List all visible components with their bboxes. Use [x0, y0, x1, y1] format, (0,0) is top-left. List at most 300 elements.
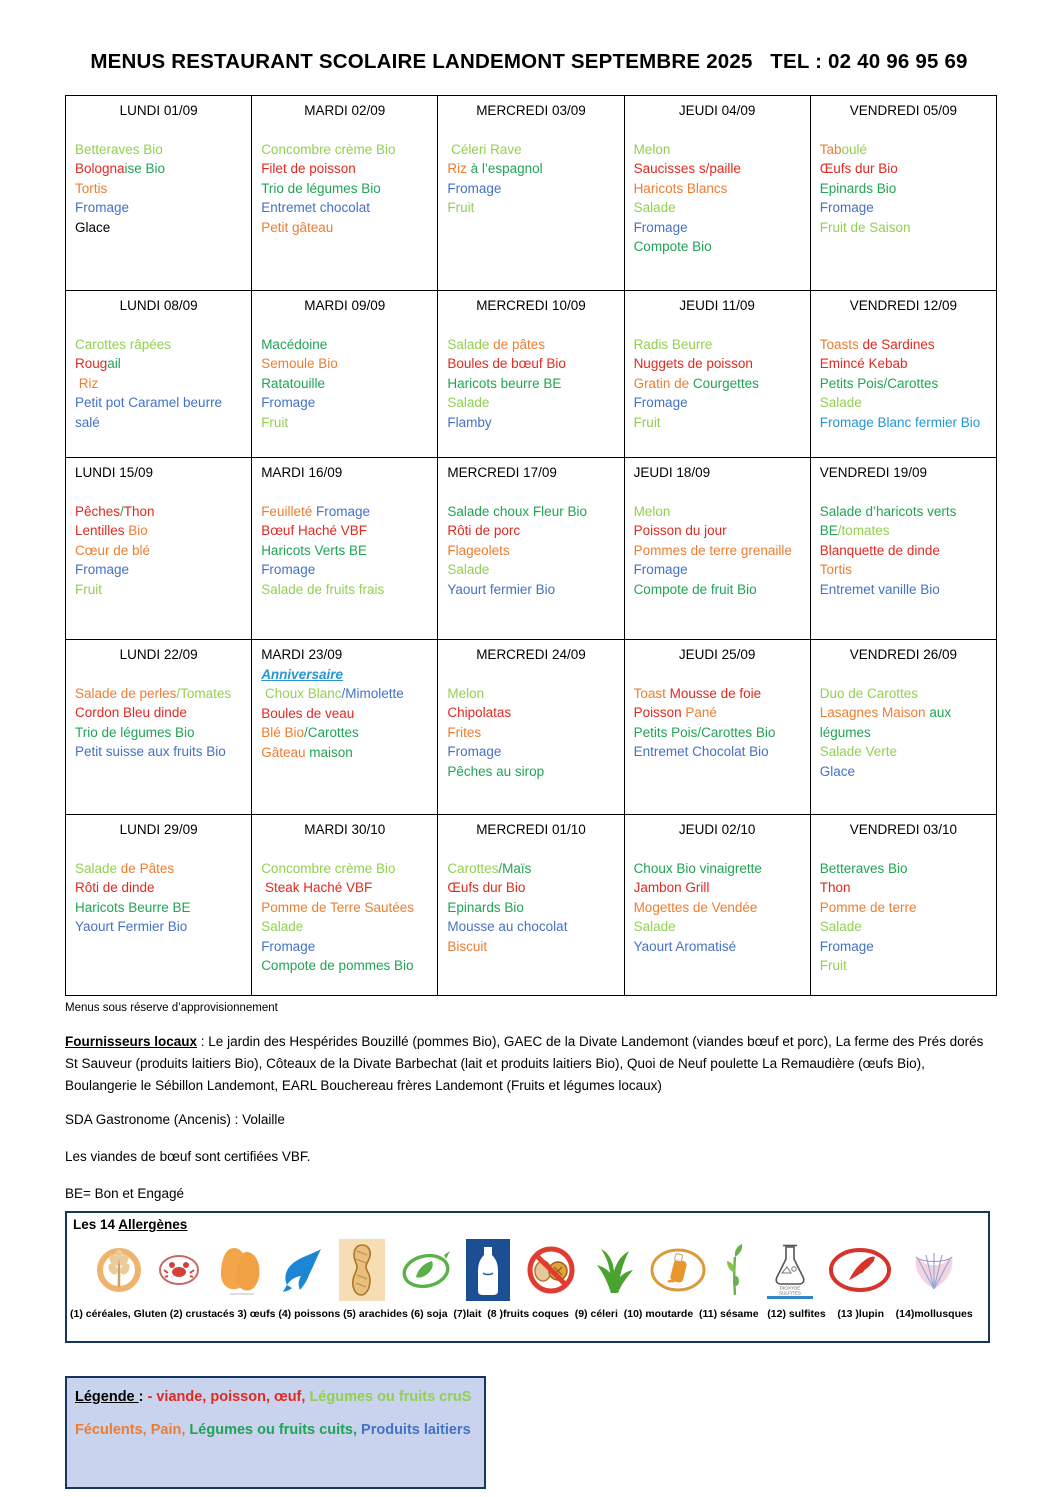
text-segment: Salade d’haricots verts BE [819, 503, 961, 538]
text-segment: de pâtes [489, 336, 545, 352]
text-segment: Petits Pois/Carottes [819, 375, 939, 391]
text-segment: Haricots Blancs [633, 180, 728, 196]
day-header: LUNDI 08/09 [119, 298, 198, 313]
text-segment: / [120, 503, 124, 519]
text-segment: Riz [75, 375, 99, 391]
soy-icon [400, 1247, 452, 1293]
menu-item [820, 393, 987, 413]
text-segment: Haricots Beurre BE [75, 899, 191, 915]
text-segment: Légumes ou fruits cruS [305, 1389, 472, 1405]
text-segment: Thon [123, 503, 155, 519]
menu-item [261, 179, 428, 199]
text-segment: Fromage [75, 200, 130, 215]
menu-item [634, 140, 801, 160]
text-segment: Haricots beurre BE [447, 375, 562, 391]
text-segment: Chipolatas [447, 705, 512, 720]
menu-item [75, 560, 242, 580]
menu-item [447, 937, 614, 957]
menu-item [820, 335, 987, 355]
day-cell [811, 640, 997, 815]
menu-item [261, 665, 428, 685]
text-segment: Pêches au sirop [447, 763, 545, 779]
text-segment: Petit pot Caramel beurre salé [75, 395, 226, 430]
menu-item [820, 502, 987, 541]
menu-item [820, 159, 987, 179]
day-header: JEUDI 18/09 [633, 465, 711, 480]
day-cell [66, 291, 252, 458]
day-cell [252, 96, 438, 291]
menu-item [634, 374, 801, 394]
menu-item [75, 898, 242, 918]
text-segment: Ratatouille [261, 375, 325, 391]
menu-item [820, 354, 987, 374]
text-segment: Compote de pommes Bio [261, 958, 414, 973]
text-segment: Steak Haché VBF [261, 880, 373, 895]
menu-item [820, 560, 987, 580]
text-segment: Fromage [633, 562, 688, 577]
menu-item [634, 898, 801, 918]
menu-item [820, 684, 987, 704]
text-segment: Courgettes [692, 375, 759, 391]
day-header: LUNDI 22/09 [119, 647, 198, 662]
menu-item [447, 541, 614, 561]
text-segment: ail [107, 356, 121, 371]
day-header: MARDI 30/10 [304, 822, 386, 837]
peanut-icon [339, 1239, 385, 1301]
text-segment: Fruit de Saison [819, 219, 911, 235]
menu-item [261, 159, 428, 179]
menu-item [75, 541, 242, 561]
day-cell [625, 291, 811, 458]
text-segment: Bologna [75, 161, 125, 176]
text-segment: Carottes râpées [75, 336, 172, 352]
text-segment: Emincé Kebab [819, 356, 908, 371]
menu-item [261, 335, 428, 355]
menu-item [261, 684, 428, 704]
text-segment: Poisson [633, 705, 682, 720]
text-segment: Gratin de [633, 375, 693, 391]
text-segment: Rôti de porc [447, 523, 521, 538]
day-cell [438, 458, 624, 640]
menu-item [447, 521, 614, 541]
menu-item [261, 580, 428, 600]
text-segment: Gâteau [261, 744, 310, 760]
menu-item [75, 179, 242, 199]
menu-item [261, 374, 428, 394]
text-segment: Mousse de foie [669, 685, 762, 701]
text-segment: Frites [447, 724, 482, 740]
text-segment: Fruit [633, 414, 661, 430]
text-segment: Salade [633, 200, 676, 215]
menu-item [820, 956, 987, 976]
text-segment: Pomme de terre [819, 899, 917, 915]
text-segment: Filet de poisson [261, 161, 356, 176]
text-segment: Légumes ou fruits cuits, [185, 1422, 358, 1438]
text-segment: Poisson du jour [633, 523, 727, 538]
day-header: VENDREDI 26/09 [849, 647, 957, 662]
svg-text:SULFITES: SULFITES [778, 1290, 801, 1296]
text-segment: Salade [633, 919, 676, 934]
day-cell [625, 640, 811, 815]
text-segment: Féculents, Pain, [75, 1422, 186, 1438]
day-header: VENDREDI 05/09 [849, 103, 957, 118]
menu-item [634, 218, 801, 238]
menu-item [820, 179, 987, 199]
menu-item [447, 723, 614, 743]
text-segment: Betteraves Bio [75, 141, 163, 157]
text-segment: Fromage [447, 744, 502, 759]
menu-item [820, 140, 987, 160]
sulfites-icon [765, 1241, 815, 1299]
menu-table [65, 95, 997, 996]
menu-item [261, 218, 428, 238]
text-segment: Mogettes de Vendée [633, 899, 758, 915]
menu-item [261, 723, 428, 743]
celery-icon [591, 1245, 635, 1295]
text-segment: Yaourt Fermier Bio [75, 919, 188, 934]
text-segment: Salade [447, 336, 490, 352]
menu-item [75, 703, 242, 723]
text-segment: Toast [633, 685, 670, 701]
menu-item [634, 159, 801, 179]
text-segment: Fromage [261, 395, 316, 410]
text-segment: Thon [819, 880, 851, 895]
text-segment: Blanquette de dinde [819, 542, 940, 558]
day-cell [438, 291, 624, 458]
text-segment: Tortis [75, 180, 108, 196]
menu-item [447, 198, 614, 218]
text-segment: Fromage [819, 938, 874, 954]
day-cell [438, 96, 624, 291]
text-segment: Fromage Blanc fermier Bio [819, 414, 981, 430]
day-cell [811, 458, 997, 640]
text-segment: Melon [447, 685, 485, 701]
menu-item [447, 878, 614, 898]
day-header: JEUDI 04/09 [678, 103, 756, 118]
text-segment: Fromage [447, 180, 502, 196]
menu-item [75, 684, 242, 704]
text-segment: Pommes de terre grenaille [633, 542, 792, 558]
menu-item [634, 179, 801, 199]
text-segment: Blé Bio [261, 725, 304, 740]
text-segment: Trio de légumes Bio [261, 180, 381, 196]
menu-item [447, 335, 614, 355]
menu-item [261, 502, 428, 522]
menu-item [261, 956, 428, 976]
text-segment: Tab [819, 141, 842, 157]
text-segment: Biscuit [447, 938, 488, 954]
day-cell [438, 815, 624, 996]
menu-item [261, 937, 428, 957]
menu-item [820, 762, 987, 782]
text-segment: /tomates [837, 523, 890, 538]
week-row [66, 640, 997, 815]
text-segment: Pêches [75, 503, 121, 519]
day-header: MERCREDI 24/09 [476, 647, 586, 662]
text-segment: Fruit [819, 958, 847, 973]
menu-item [447, 898, 614, 918]
menu-item [447, 742, 614, 762]
menu-item [75, 393, 242, 432]
menu-item [447, 413, 614, 433]
menu-item [634, 878, 801, 898]
day-header: MARDI 23/09 [261, 647, 343, 662]
week-row [66, 458, 997, 640]
page-title: MENUS RESTAURANT SCOLAIRE LANDEMONT SEPTEMBRE 2025 TEL : 02 40 96 95 69 [90, 50, 968, 73]
text-segment: Choux Blanc [261, 686, 342, 701]
menu-item [820, 703, 987, 742]
text-segment: Compote Bio [633, 239, 712, 254]
text-segment: Cœur de blé [75, 542, 151, 558]
menu-item [634, 521, 801, 541]
menu-item [634, 580, 801, 600]
day-cell [252, 458, 438, 640]
text-segment: Fruit [261, 414, 289, 430]
text-segment: Haricots Verts BE [261, 542, 367, 558]
menu-item [447, 762, 614, 782]
day-cell [252, 815, 438, 996]
text-segment: oulé [841, 141, 868, 157]
text-segment: Tortis [819, 562, 853, 577]
day-cell [66, 458, 252, 640]
text-segment: aux légumes [819, 705, 955, 740]
fish-icon [281, 1247, 325, 1293]
day-header: MARDI 02/09 [304, 103, 386, 118]
menu-item [261, 898, 428, 918]
allergens-panel [65, 1211, 990, 1343]
day-header: LUNDI 29/09 [119, 822, 198, 837]
text-segment: Entremet chocolat [261, 200, 370, 215]
text-segment: /Mimolette [341, 686, 404, 701]
menu-item [820, 374, 987, 394]
menu-item [634, 335, 801, 355]
menu-item [634, 413, 801, 433]
text-segment: Petit gâteau [261, 219, 334, 235]
menu-item [820, 580, 987, 600]
menu-item [820, 541, 987, 561]
legend-line-2 [75, 1422, 474, 1438]
text-segment: Yaourt fermier Bio [447, 581, 556, 597]
day-cell [811, 291, 997, 458]
allergen-icons [67, 1232, 988, 1308]
text-segment: de Pâtes [117, 860, 175, 876]
day-header: MERCREDI 01/10 [476, 822, 586, 837]
menu-item [75, 335, 242, 355]
text-segment: Salade [819, 395, 862, 410]
menu-item [447, 703, 614, 723]
text-segment: Flamby [447, 414, 492, 430]
text-segment: Fromage [315, 503, 370, 519]
crab-icon [158, 1253, 200, 1287]
menu-item [634, 560, 801, 580]
text-segment: Jambon Grill [633, 880, 710, 895]
text-segment: Flageolets [447, 542, 510, 558]
text-segment: /Maïs [498, 860, 532, 876]
menu-item [634, 393, 801, 413]
day-cell [252, 640, 438, 815]
text-segment: Fromage [633, 219, 688, 235]
text-segment: Entremet vanille Bio [819, 581, 940, 597]
text-segment: Fromage [75, 562, 130, 577]
menu-item [75, 198, 242, 218]
text-segment: Œufs dur Bio [819, 161, 898, 176]
text-segment: Lasagnes Maison [819, 705, 926, 720]
text-segment: maison [309, 744, 353, 760]
eggs-icon [214, 1242, 266, 1298]
text-segment: /Tomates [176, 685, 232, 701]
text-segment: Compote de fruit Bio [633, 581, 757, 597]
text-segment: Epinards Bio [819, 180, 897, 196]
menu-item [634, 703, 801, 723]
menu-item [820, 878, 987, 898]
text-segment: Petit suisse aux fruits Bio [75, 744, 226, 759]
menu-item [634, 742, 801, 762]
text-segment: Riz [447, 161, 467, 176]
text-segment: Choux Bio vinaigrette [633, 860, 762, 876]
menu-item [447, 159, 614, 179]
text-segment: à l’espagnol [466, 161, 543, 176]
menu-item [261, 859, 428, 879]
menu-item [820, 218, 987, 238]
text-segment: Macédoine [261, 336, 328, 352]
menu-item [75, 917, 242, 937]
menu-item [261, 878, 428, 898]
menu-item [261, 704, 428, 724]
menu-item [261, 917, 428, 937]
text-segment: Fromage [261, 562, 316, 577]
be-line: BE= Bon et Engagé [65, 1186, 184, 1201]
text-segment: Glace [819, 763, 856, 779]
menu-item [261, 521, 428, 541]
menu-item [634, 859, 801, 879]
menu-item [634, 502, 801, 522]
text-segment: Yaourt Aromatisé [633, 938, 737, 954]
day-header: JEUDI 02/10 [678, 822, 756, 837]
allergens-title: Les 14 Allergènes [73, 1217, 188, 1232]
day-header: MERCREDI 03/09 [476, 103, 586, 118]
menu-item [447, 560, 614, 580]
text-segment: Salade [75, 860, 118, 876]
text-segment: Œufs dur Bio [447, 880, 526, 895]
text-segment: : [138, 1389, 148, 1405]
legend-line-1 [75, 1389, 474, 1405]
menu-item [820, 937, 987, 957]
text-segment: Glace [75, 219, 111, 235]
menu-item [820, 413, 987, 433]
menu-item [261, 198, 428, 218]
day-header: JEUDI 11/09 [679, 298, 755, 313]
text-segment: Salade de fruits frais [261, 581, 385, 597]
menu-item [447, 140, 614, 160]
day-cell [811, 96, 997, 291]
day-cell [252, 291, 438, 458]
text-segment: Produits laitiers [357, 1422, 471, 1438]
mustard-icon [650, 1248, 706, 1292]
menu-item [261, 743, 428, 763]
text-segment: Semoule Bio [261, 356, 338, 371]
menu-item [634, 237, 801, 257]
text-segment: Melon [633, 141, 671, 157]
text-segment: Feuilleté [261, 503, 316, 519]
text-segment: Lentilles [75, 523, 129, 538]
menu-item [447, 684, 614, 704]
menu-item [447, 354, 614, 374]
menu-item [75, 159, 242, 179]
mollusc-icon [906, 1247, 962, 1293]
text-segment: Trio de légumes Bio [75, 724, 195, 740]
day-cell [625, 96, 811, 291]
legend-panel [65, 1376, 486, 1489]
menu-item [634, 198, 801, 218]
menu-item [634, 354, 801, 374]
week-row [66, 96, 997, 291]
day-header: MARDI 09/09 [304, 298, 386, 313]
menu-item [75, 521, 242, 541]
milk-icon [466, 1239, 510, 1301]
menu-item [820, 898, 987, 918]
text-segment: - viande, poisson, œuf, [147, 1389, 306, 1405]
menu-item [261, 140, 428, 160]
text-segment: ise Bio [124, 161, 166, 176]
text-segment: Fruit [75, 581, 102, 597]
menu-item [75, 742, 242, 762]
day-header: VENDREDI 19/09 [819, 465, 928, 480]
menu-item [261, 560, 428, 580]
menu-item [447, 580, 614, 600]
text-segment: Rôti de dinde [75, 880, 155, 895]
day-header: LUNDI 01/09 [119, 103, 198, 118]
day-cell [66, 96, 252, 291]
menu-item [261, 393, 428, 413]
lupin-icon [829, 1248, 891, 1292]
text-segment: Salade choux Fleur Bio [447, 503, 587, 519]
menu-item [75, 140, 242, 160]
menu-item [820, 198, 987, 218]
day-header: MARDI 16/09 [261, 465, 343, 480]
day-cell [625, 458, 811, 640]
day-cell [438, 640, 624, 815]
text-segment: Salade [447, 562, 490, 577]
day-header: LUNDI 15/09 [75, 465, 154, 480]
text-segment: Bio [128, 523, 148, 538]
text-segment: Melon [633, 503, 671, 519]
day-cell [811, 815, 997, 996]
menu-item [447, 502, 614, 522]
suppliers-paragraph [65, 1031, 997, 1097]
text-segment: Toasts [819, 336, 863, 352]
svg-text:DIOXYDE: DIOXYDE [779, 1285, 801, 1291]
menu-item [75, 723, 242, 743]
text-segment: Concombre crème Bio [261, 141, 396, 157]
text-segment: Salade de perles [75, 685, 177, 701]
menu-item [634, 937, 801, 957]
menu-item [261, 413, 428, 433]
week-row [66, 815, 997, 996]
menu-item [75, 218, 242, 238]
menu-item [75, 354, 242, 374]
day-cell [66, 815, 252, 996]
text-segment: Salade [447, 395, 490, 410]
text-segment: Concombre crème Bio [261, 860, 396, 876]
nuts-crossed-icon [525, 1245, 577, 1295]
wheat-icon [95, 1246, 143, 1294]
text-segment: Boules de bœuf Bio [447, 356, 566, 371]
suppliers-body: : Le jardin des Hespérides Bouzillé (pommes Bio), GAEC de la Divate Landemont (viandes bœuf et porc), La ferme des Prés dorés St Sauveur (produits laitiers Bio), Côteaux de la Divate Barbechat (lait et produits laitiers Bio), Quoi de Neuf poulette La Remaudière (œufs Bio), Boulangerie le Sébillon Landemont, EARL Bouchereau frères Landemont (Fruits et légumes locaux) [65, 1034, 984, 1093]
text-segment: Pané [681, 705, 717, 720]
menu-item [447, 859, 614, 879]
text-segment: Salade [261, 919, 304, 934]
text-segment: Mousse au chocolat [447, 919, 568, 934]
